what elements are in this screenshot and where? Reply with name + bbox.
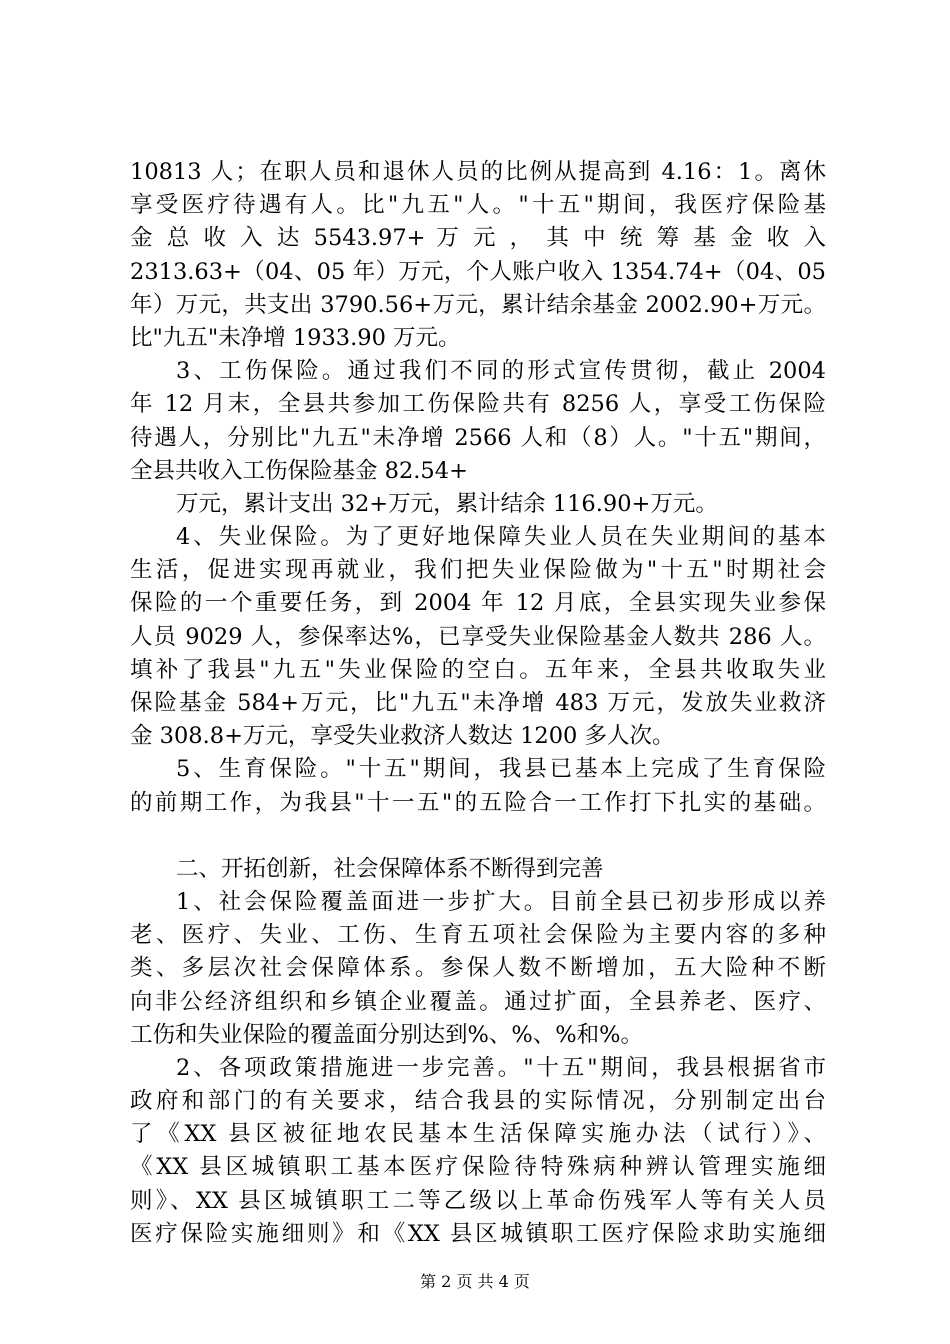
text-line: 保险的一个重要任务，到 2004 年 12 月底，全县实现失业参保 bbox=[130, 590, 826, 617]
text-line: 了《XX 县区被征地农民基本生活保障实施办法（试行）》、 bbox=[130, 1121, 826, 1148]
text-line: 人员 9029 人，参保率达%，已享受失业保险基金人数共 286 人。 bbox=[130, 623, 826, 650]
text-line: 年 12 月末，全县共参加工伤保险共有 8256 人，享受工伤保险 bbox=[130, 391, 826, 418]
text-line: 工伤和失业保险的覆盖面分别达到%、%、%和%。 bbox=[130, 1021, 644, 1048]
text-line: 金 308.8+万元，享受失业救济人数达 1200 多人次。 bbox=[130, 723, 675, 750]
text-line: 生活，促进实现再就业，我们把失业保险做为"十五"时期社会 bbox=[130, 557, 826, 584]
text-line: 政府和部门的有关要求，结合我县的实际情况，分别制定出台 bbox=[130, 1088, 826, 1115]
text-line: 则》、XX 县区城镇职工二等乙级以上革命伤残军人等有关人员 bbox=[130, 1187, 826, 1214]
text-line: 的前期工作，为我县"十一五"的五险合一工作打下扎实的基础。 bbox=[130, 789, 826, 816]
page-number-footer: 第 2 页 共 4 页 bbox=[420, 1272, 530, 1291]
text-line: 10813 人；在职人员和退休人员的比例从提高到 4.16：1。离休 bbox=[130, 159, 826, 185]
text-line: 待遇人，分别比"九五"未净增 2566 人和（8）人。"十五"期间， bbox=[130, 424, 826, 451]
text-line: 向非公经济组织和乡镇企业覆盖。通过扩面，全县养老、医疗、 bbox=[130, 988, 826, 1015]
document-body bbox=[130, 156, 826, 1251]
text-line: 老、医疗、失业、工伤、生育五项社会保险为主要内容的多种 bbox=[130, 922, 826, 949]
text-line: 比"九五"未净增 1933.90 万元。 bbox=[130, 324, 461, 351]
paragraph-start-line: 2、各项政策措施进一步完善。"十五"期间，我县根据省市 bbox=[176, 1054, 826, 1081]
section-heading: 二、开拓创新，社会保障体系不断得到完善 bbox=[176, 855, 604, 882]
paragraph-start-line: 3、工伤保险。通过我们不同的形式宣传贯彻，截止 2004 bbox=[176, 358, 826, 385]
text-line: 金 总 收 入 达 5543.97+ 万 元 ， 其 中 统 筹 基 金 收 入 bbox=[130, 225, 826, 252]
text-line: 2313.63+（04、05 年）万元，个人账户收入 1354.74+（04、05 bbox=[130, 258, 826, 285]
text-line: 享受医疗待遇有人。比"九五"人。"十五"期间，我医疗保险基 bbox=[130, 192, 826, 219]
text-line: 全县共收入工伤保险基金 82.54+ bbox=[130, 457, 468, 484]
text-line: 《XX 县区城镇职工基本医疗保险待特殊病种辨认管理实施细 bbox=[130, 1154, 826, 1181]
text-line: 填补了我县"九五"失业保险的空白。五年来，全县共收取失业 bbox=[130, 656, 826, 683]
paragraph-start-line: 1、社会保险覆盖面进一步扩大。目前全县已初步形成以养 bbox=[176, 888, 826, 915]
text-line: 万元，累计支出 32+万元，累计结余 116.90+万元。 bbox=[176, 490, 718, 517]
text-line: 保险基金 584+万元，比"九五"未净增 483 万元，发放失业救济 bbox=[130, 690, 826, 716]
paragraph-start-line: 4、失业保险。为了更好地保障失业人员在失业期间的基本 bbox=[176, 524, 826, 551]
paragraph-start-line: 5、生育保险。"十五"期间，我县已基本上完成了生育保险 bbox=[176, 756, 826, 783]
text-line: 类、多层次社会保障体系。参保人数不断增加，五大险种不断 bbox=[130, 955, 826, 982]
text-line: 年）万元，共支出 3790.56+万元，累计结余基金 2002.90+万元。 bbox=[130, 291, 826, 318]
text-line: 医疗保险实施细则》和《XX 县区城镇职工医疗保险求助实施细 bbox=[130, 1220, 826, 1247]
